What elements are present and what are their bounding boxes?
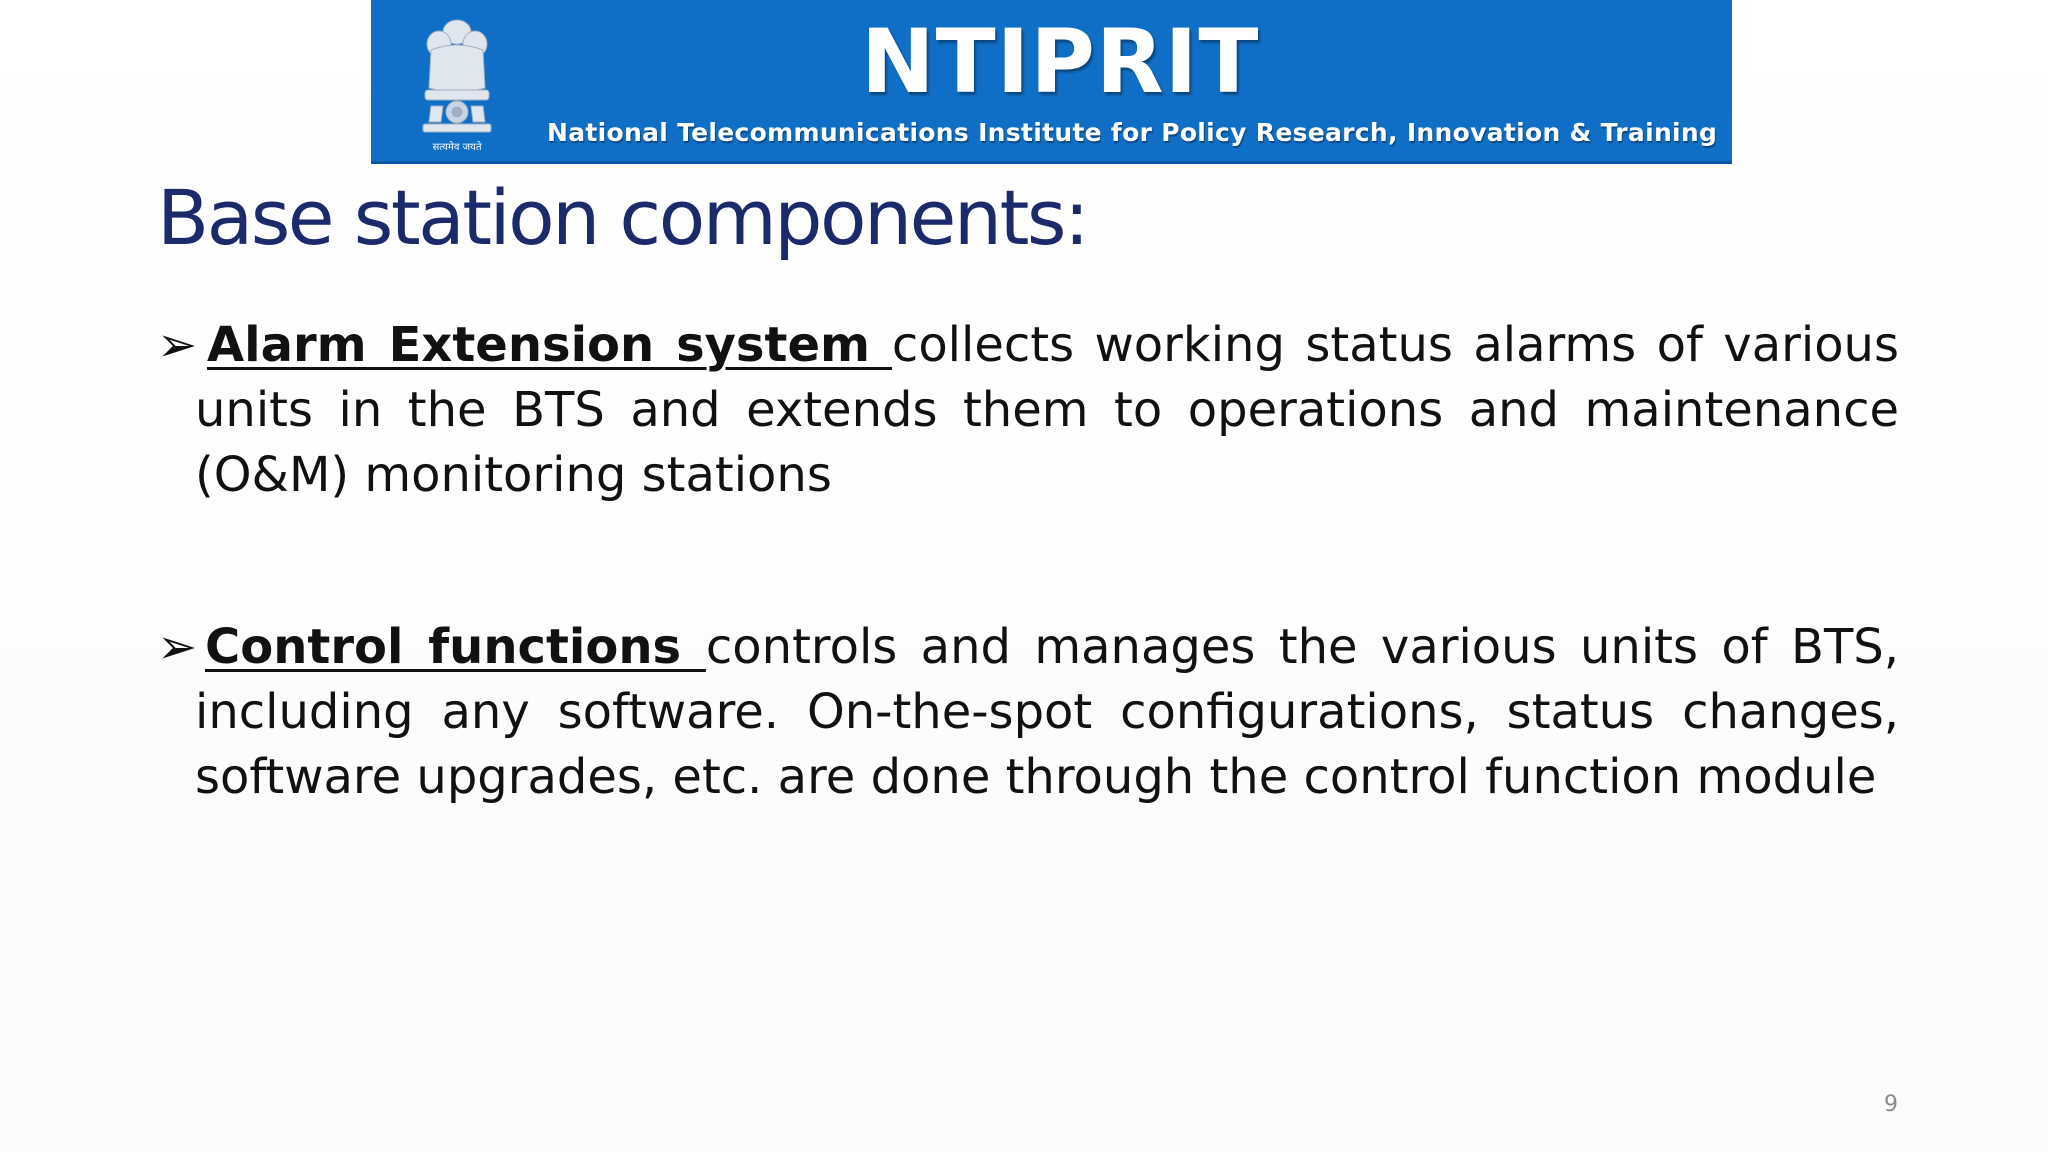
bullet-item xyxy=(157,313,1899,508)
arrow-bullet-icon: ➢ xyxy=(157,317,198,373)
bullet-term: Control functions xyxy=(205,619,706,675)
bullet-text xyxy=(195,615,1899,810)
bullet-description: collects working status alarms of various units in the BTS and extends them to operations and maintenance (O&M) monitoring stations xyxy=(195,317,1899,503)
bullet-item xyxy=(157,615,1899,810)
bullet-term: Alarm Extension system xyxy=(207,317,892,373)
arrow-bullet-icon: ➢ xyxy=(157,619,198,675)
organization-title: NTIPRIT xyxy=(861,10,1260,113)
header-banner xyxy=(371,0,1732,164)
organization-subtitle: National Telecommunications Institute for Policy Research, Innovation & Training xyxy=(547,118,1718,147)
slide-title: Base station components: xyxy=(157,173,1088,262)
page-number: 9 xyxy=(1884,1092,1898,1117)
national-emblem-icon xyxy=(411,10,503,156)
bullet-description: controls and manages the various units of BTS, including any software. On-the-spot configurations, status changes, software upgrades, etc. are done through the control function module xyxy=(195,619,1899,805)
emblem-caption: सत्यमेव जयते xyxy=(432,142,482,153)
bullet-text xyxy=(195,313,1899,508)
